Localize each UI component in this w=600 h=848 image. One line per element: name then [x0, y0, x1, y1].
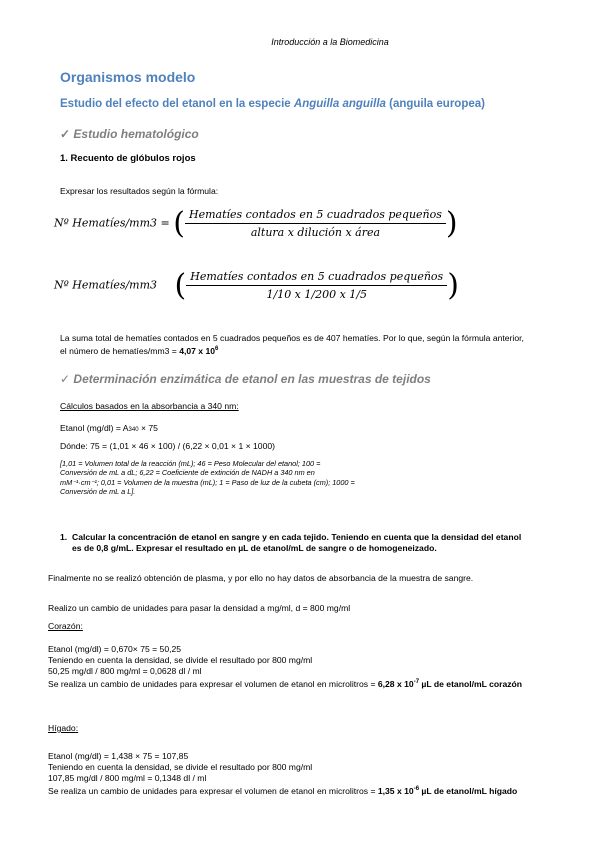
formula-applied-lhs: Nº Hematíes/mm3 [54, 278, 158, 292]
formula-intro: Expresar los resultados según la fórmula: [60, 186, 219, 196]
units-paragraph: Realizo un cambio de unidades para pasar la densidad a mg/ml, d = 800 mg/ml [48, 603, 351, 613]
section-hematologic-title: Estudio hematológico [73, 127, 199, 141]
result-value: 4,07 x $10^6$ [179, 345, 219, 356]
calc-title: Cálculos basados en la absorbancia a 340 nm: [60, 401, 239, 411]
liver-result: 1,35 x $10^{-6}$ µL de etanol/mL hígado [377, 785, 518, 796]
page-header: Introducción a la Biomedicina [271, 37, 389, 47]
formula-general-fraction [185, 208, 446, 239]
check-icon: ✓ [60, 127, 71, 141]
subtitle-species: Anguilla anguilla [293, 98, 386, 110]
page-title: Organismos modelo [60, 69, 196, 85]
heart-line-2: Teniendo en cuenta la densidad, se divide el resultado por 800 mg/ml [48, 655, 313, 665]
ethanol-formula: Etanol (mg/dl) = A340 × 75 [60, 423, 158, 433]
liver-label: Hígado: [48, 723, 79, 733]
donde-line: Dónde: 75 = (1,01 × 46 × 100) / (6,22 × 0,01 × 1 × 1000) [60, 441, 276, 451]
section-enzymatic-title: Determinación enzimática de etanol en las muestras de tejidos [73, 372, 431, 386]
liver-line-2: Teniendo en cuenta la densidad, se divide el resultado por 800 mg/ml [48, 762, 313, 772]
heart-result: 6,28 x $10^{-7}$ µL de etanol/mL corazón [377, 678, 523, 689]
formula-general-denominator: altura x dilución x área [250, 226, 381, 239]
formula-general [54, 205, 458, 241]
subsection-red-cell-count: 1. Recuento de glóbulos rojos [60, 153, 196, 164]
heart-line-3: 50,25 mg/dl / 800 mg/ml = 0,0628 dl / ml [48, 666, 202, 676]
result-paragraph [60, 333, 530, 357]
question-number: 1. [60, 532, 68, 542]
left-paren-icon: ( [174, 267, 187, 303]
study-subtitle [60, 98, 485, 110]
formula-applied-numerator: Hematíes contados en 5 cuadrados pequeños [186, 270, 447, 286]
formula-applied [54, 267, 459, 303]
heart-line-4: Se realiza un cambio de unidades para expresar el volumen de etanol en microlitros = 6,28 x $10^{-7}$ µL de etanol/mL corazón [48, 678, 523, 689]
liver-block [48, 751, 538, 797]
right-paren-icon: ) [447, 267, 459, 303]
heart-label: Corazón: [48, 621, 83, 631]
heart-block [48, 644, 538, 690]
subtitle-prefix: Estudio del efecto del etanol en la especie [60, 98, 294, 110]
subtitle-suffix: (anguila europea) [385, 98, 485, 110]
formula-general-numerator: Hematíes contados en 5 cuadrados pequeños [185, 208, 446, 224]
heart-line-1: Etanol (mg/dl) = 0,670× 75 = 50,25 [48, 644, 182, 654]
left-paren-icon: ( [173, 205, 185, 241]
liver-line-1: Etanol (mg/dl) = 1,438 × 75 = 107,85 [48, 751, 189, 761]
formula-applied-denominator: 1/10 x 1/200 x 1/5 [266, 288, 367, 301]
result-text: La suma total de hematíes contados en 5 cuadrados pequeños es de 407 hematíes. Por lo que, según la fórmula anterior, el número de hematíes/mm3 = [60, 333, 524, 356]
formula-note: [1,01 = Volumen total de la reacción (mL); 46 = Peso Molecular del etanol; 100 = Conversión de mL a dL; 6,22 = Coeficiente de extinción de NADH a 340 nm en mM⁻¹·cm⁻¹; 0,01 = Volumen de la muestra (mL); 1 = Paso de luz de la cubeta (cm); 1000 = Conversión de mL a L]. [60, 459, 355, 496]
formula-applied-fraction [186, 270, 447, 301]
formula-general-lhs: Nº Hematíes/mm3 = [54, 216, 170, 230]
question-item [60, 532, 530, 554]
check-icon: ✓ [60, 372, 71, 386]
right-paren-icon: ) [445, 205, 458, 241]
section-hematologic-heading [60, 127, 199, 141]
plasma-paragraph: Finalmente no se realizó obtención de plasma, y por ello no hay datos de absorbancia de la muestra de sangre. [48, 573, 474, 583]
liver-line-3: 107,85 mg/dl / 800 mg/ml = 0,1348 dl / ml [48, 773, 207, 783]
liver-line-4: Se realiza un cambio de unidades para expresar el volumen de etanol en microlitros = 1,35 x $10^{-6}$ µL de etanol/mL hígado [48, 785, 518, 796]
section-enzymatic-heading [60, 372, 431, 386]
question-text: Calcular la concentración de etanol en sangre y en cada tejido. Teniendo en cuenta que la densidad del etanol es de 0,8 g/mL. Expresar el resultado en µL de etanol/mL de sangre o de homogeneizado. [72, 532, 522, 553]
